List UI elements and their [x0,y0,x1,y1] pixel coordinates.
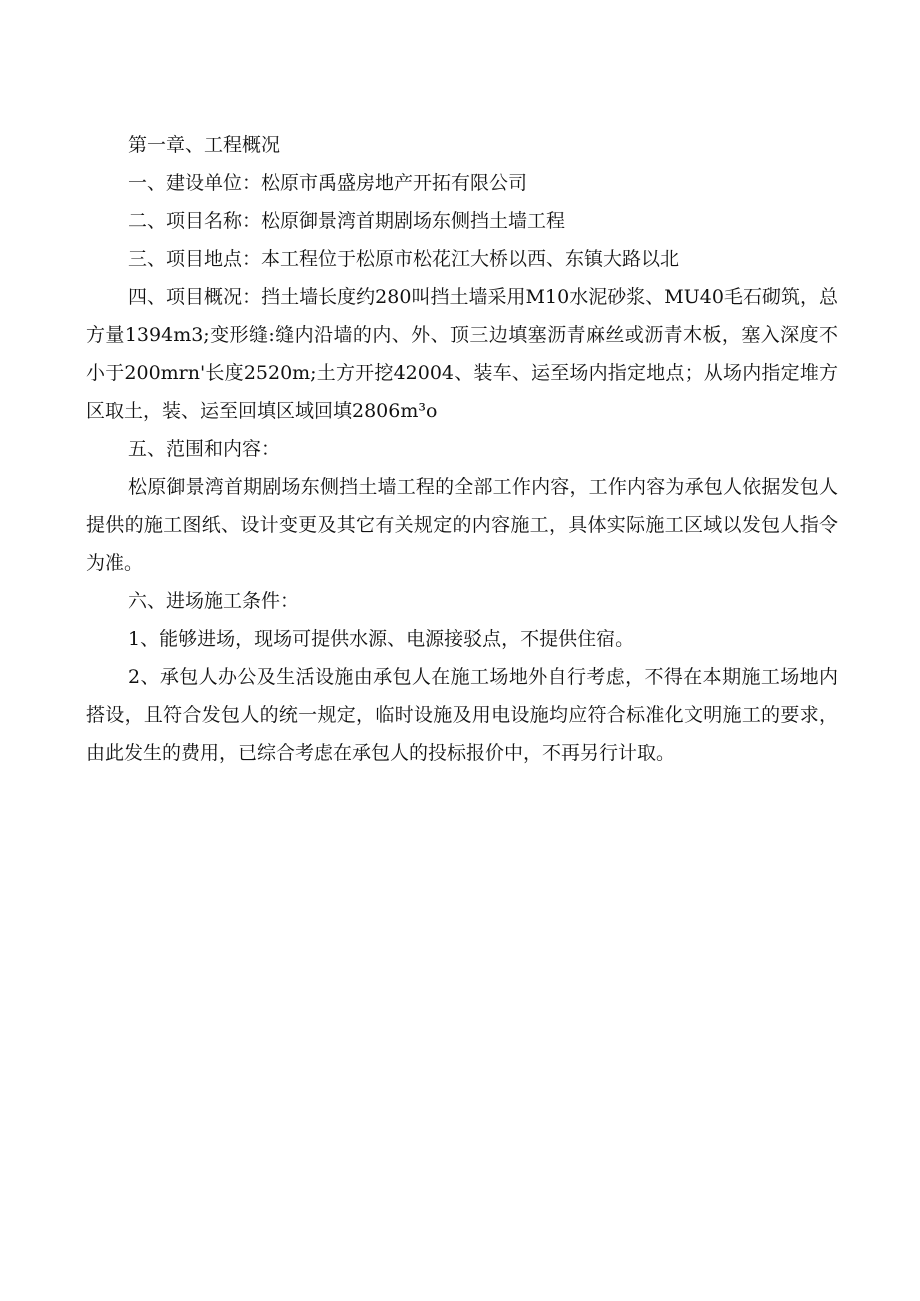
scope-body: 松原御景湾首期剧场东侧挡土墙工程的全部工作内容，工作内容为承包人依据发包人提供的施工图纸、设计变更及其它有关规定的内容施工，具体实际施工区域以发包人指令为准。 [86,476,838,574]
condition-2: 2、承包人办公及生活设施由承包人在施工场地外自行考虑，不得在本期施工场地内搭设，且符合发包人的统一规定，临时设施及用电设施均应符合标准化文明施工的要求，由此发生的费用，已综合考虑在承包人的投标报价中，不再另行计取。 [86,666,838,764]
scope-heading: 五、范围和内容： [128,438,281,460]
document-body [86,126,838,772]
condition-1: 1、能够进场，现场可提供水源、电源接驳点，不提供住宿。 [128,628,635,650]
item-project-name: 二、项目名称：松原御景湾首期剧场东侧挡土墙工程 [128,210,566,232]
chapter-title: 第一章、工程概况 [128,134,281,156]
item-location: 三、项目地点：本工程位于松原市松花江大桥以西、东镇大路以北 [128,248,680,270]
conditions-heading: 六、进场施工条件： [128,590,300,612]
item-owner: 一、建设单位：松原市禹盛房地产开拓有限公司 [128,172,528,194]
item-overview: 四、项目概况：挡土墙长度约280叫挡土墙采用M10水泥砂浆、MU40毛石砌筑，总方量1394m3;变形缝:缝内沿墙的内、外、顶三边填塞沥青麻丝或沥青木板，塞入深度不小于200mrn'长度2520m;土方开挖42004、装车、运至场内指定地点；从场内指定堆方区取土，装、运至回填区域回填2806m³o [86,286,838,422]
